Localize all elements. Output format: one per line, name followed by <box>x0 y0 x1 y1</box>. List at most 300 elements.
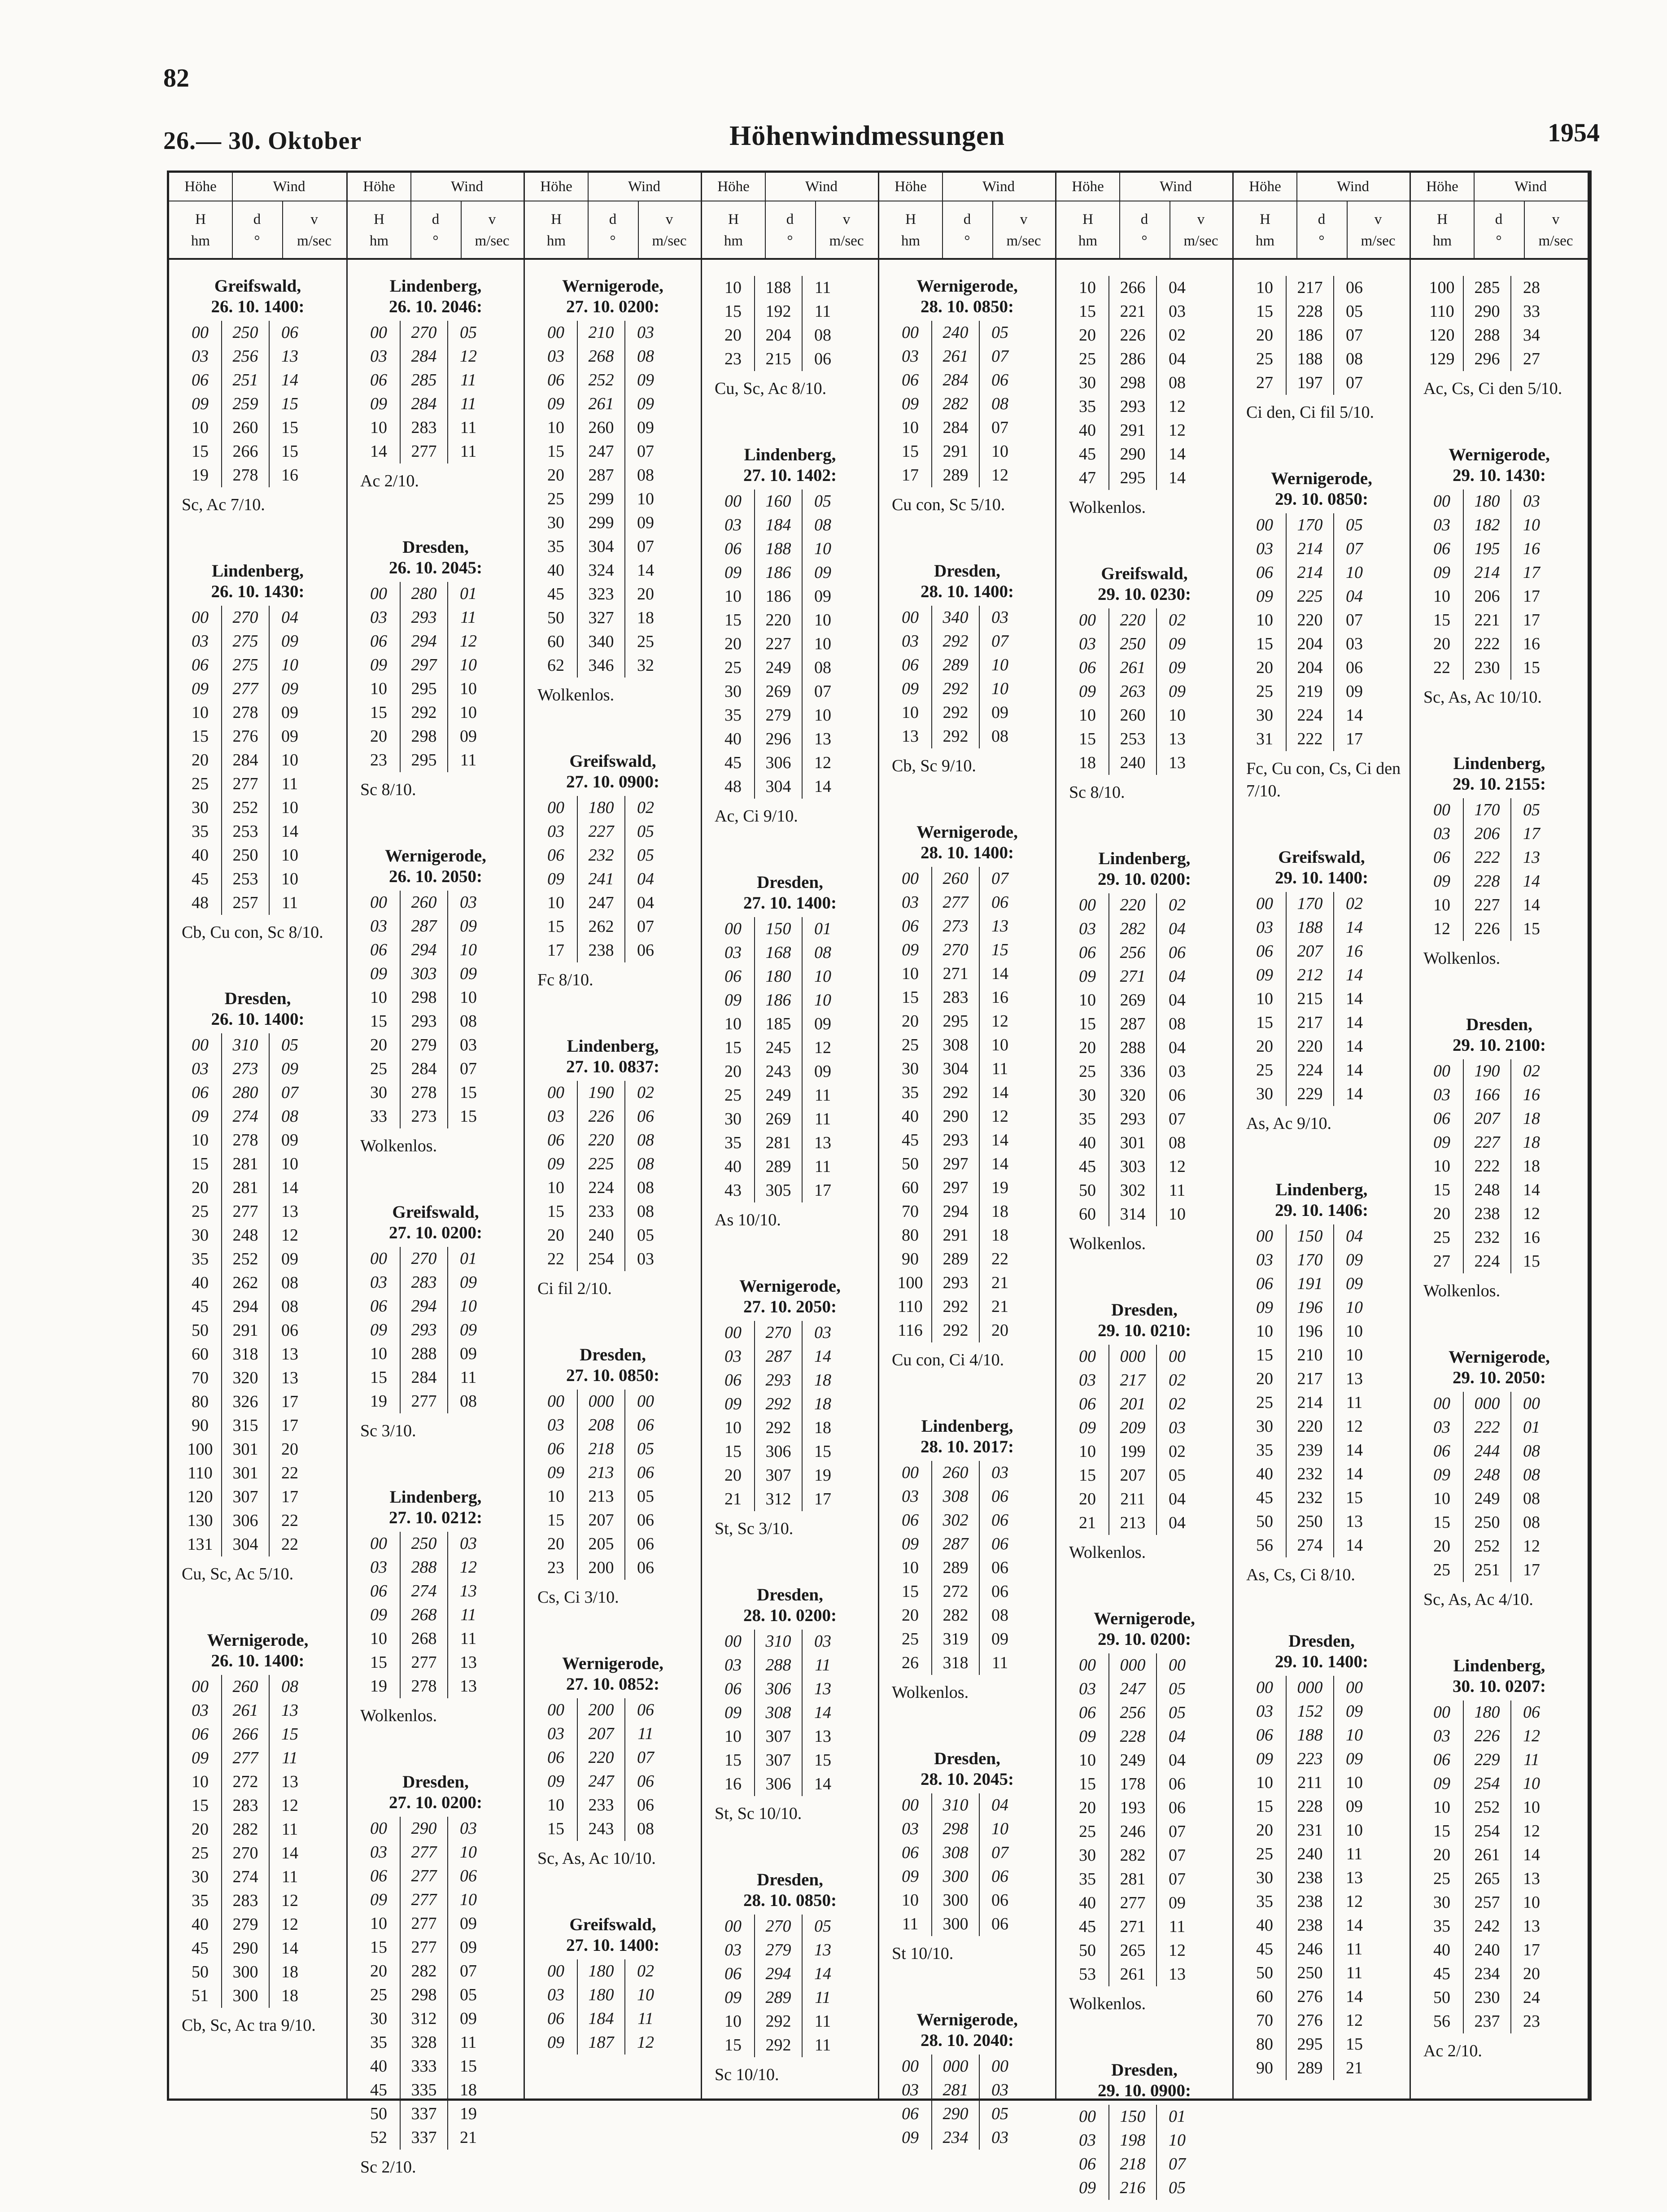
speed-cell: 21 <box>991 1273 1008 1292</box>
speed-cell: 12 <box>1346 1892 1363 1911</box>
height-cell: 20 <box>1256 1037 1273 1056</box>
station-name: Greifswald, <box>1101 564 1188 583</box>
direction-cell: 306 <box>754 1677 803 1701</box>
table-row <box>1234 1296 1410 1320</box>
height-cell: 45 <box>1433 1964 1450 1983</box>
height-cell: 03 <box>1256 1702 1273 1721</box>
table-row <box>348 321 524 345</box>
table-row <box>169 1081 346 1105</box>
table-row <box>879 1817 1055 1841</box>
height-cell: 03 <box>902 347 919 366</box>
direction-cell: 250 <box>1463 1511 1511 1534</box>
direction-cell: 293 <box>1108 395 1157 419</box>
direction-cell: 320 <box>221 1366 270 1390</box>
table-row <box>525 1081 701 1105</box>
speed-cell: 04 <box>1169 350 1186 368</box>
table-row <box>348 1579 524 1603</box>
table-row <box>879 2102 1055 2126</box>
height-cell: 00 <box>547 1392 564 1411</box>
table-row <box>879 867 1055 891</box>
height-cell: 15 <box>1256 302 1273 321</box>
direction-cell: 287 <box>1108 1012 1157 1036</box>
direction-cell: 266 <box>221 440 270 463</box>
speed-cell: 09 <box>460 1344 477 1363</box>
table-row <box>1056 1653 1232 1677</box>
height-cell: 06 <box>547 1131 564 1150</box>
table-row <box>702 775 878 799</box>
speed-cell: 12 <box>281 1796 298 1815</box>
header-wind: Wind <box>588 173 701 201</box>
table-row <box>1411 1416 1588 1439</box>
height-cell: 10 <box>902 964 919 983</box>
table-row <box>702 727 878 751</box>
direction-cell: 150 <box>1286 1224 1334 1248</box>
direction-cell: 323 <box>577 582 625 606</box>
speed-cell: 07 <box>1346 611 1363 630</box>
speed-cell: 14 <box>814 1703 831 1722</box>
header-height-unit <box>169 201 233 258</box>
direction-cell: 278 <box>221 463 270 487</box>
speed-cell: 12 <box>1169 397 1186 416</box>
station-block <box>1234 847 1410 1135</box>
speed-cell: 11 <box>281 774 298 793</box>
table-row <box>348 1912 524 1936</box>
cloud-note: St, Sc 3/10. <box>715 1519 794 1538</box>
height-cell: 06 <box>1433 1750 1450 1769</box>
speed-cell: 04 <box>637 870 654 888</box>
speed-cell: 20 <box>281 1440 298 1459</box>
speed-cell: 06 <box>637 1701 654 1719</box>
direction-cell: 298 <box>400 725 448 748</box>
height-cell: 06 <box>1079 1395 1096 1413</box>
speed-cell: 09 <box>637 513 654 532</box>
speed-cell: 04 <box>1169 1038 1186 1057</box>
direction-cell: 314 <box>1108 1202 1157 1226</box>
table-row <box>1056 1487 1232 1511</box>
direction-cell: 320 <box>1108 1084 1157 1107</box>
header-hm: hm <box>369 233 389 249</box>
table-row <box>879 1912 1055 1936</box>
height-cell: 00 <box>902 1796 919 1814</box>
speed-cell: 09 <box>814 587 831 606</box>
data-rows <box>1234 276 1410 395</box>
cloud-note: Cb, Cu con, Sc 8/10. <box>182 923 323 942</box>
header-wind: Wind <box>1474 173 1588 201</box>
speed-cell: 17 <box>814 1181 831 1200</box>
height-cell: 03 <box>547 347 564 366</box>
table-row <box>1234 1937 1410 1961</box>
table-row <box>348 1318 524 1342</box>
table-row <box>525 1176 701 1200</box>
speed-cell: 11 <box>814 2036 831 2055</box>
direction-cell: 295 <box>1286 2033 1334 2056</box>
table-row <box>169 1913 346 1937</box>
header-deg: ° <box>1318 233 1325 249</box>
table-row <box>169 368 346 392</box>
height-cell: 03 <box>1256 539 1273 558</box>
speed-cell: 09 <box>1169 682 1186 701</box>
station-date: 27. 10. 0200: <box>389 1223 482 1242</box>
direction-cell: 277 <box>221 677 270 701</box>
header-ms: m/sec <box>1006 233 1041 249</box>
header-v: v <box>488 211 496 227</box>
station-heading <box>702 445 878 486</box>
height-cell: 15 <box>1079 730 1096 748</box>
table-row <box>348 701 524 725</box>
direction-cell: 252 <box>1463 1796 1511 1819</box>
station-name: Dresden, <box>1111 1300 1178 1320</box>
height-cell: 00 <box>902 323 919 342</box>
speed-cell: 00 <box>1346 1678 1363 1697</box>
table-row <box>1411 1131 1588 1154</box>
direction-cell: 265 <box>1463 1867 1511 1891</box>
station-block <box>879 822 1055 1371</box>
direction-cell: 282 <box>400 1959 448 1983</box>
station-block <box>1234 468 1410 802</box>
station-heading <box>525 1915 701 1956</box>
direction-cell: 289 <box>754 1155 803 1179</box>
speed-cell: 05 <box>991 323 1008 342</box>
direction-cell: 295 <box>931 1010 980 1033</box>
direction-cell: 224 <box>1286 704 1334 727</box>
direction-cell: 227 <box>1463 893 1511 917</box>
speed-cell: 04 <box>637 893 654 912</box>
speed-cell: 20 <box>1523 1964 1540 1983</box>
cloud-note: Wolkenlos. <box>1423 1281 1501 1300</box>
direction-cell: 201 <box>1108 1392 1157 1416</box>
direction-cell: 283 <box>221 1889 270 1913</box>
height-cell: 60 <box>547 632 564 651</box>
table-row <box>1056 466 1232 490</box>
table-row <box>1234 1011 1410 1035</box>
direction-cell: 279 <box>221 1913 270 1937</box>
speed-cell: 10 <box>637 1985 654 2004</box>
height-cell: 20 <box>1256 1369 1273 1388</box>
height-cell: 23 <box>370 751 387 769</box>
header-height-unit <box>525 201 589 258</box>
direction-cell: 261 <box>1108 1963 1157 1986</box>
speed-cell: 08 <box>814 943 831 962</box>
direction-cell: 250 <box>221 321 270 345</box>
table-row <box>525 1556 701 1580</box>
direction-cell: 215 <box>754 347 803 371</box>
station-name: Dresden, <box>580 1345 646 1364</box>
speed-cell: 14 <box>814 777 831 796</box>
direction-cell: 293 <box>931 1128 980 1152</box>
table-row <box>1411 585 1588 608</box>
direction-cell: 298 <box>1108 371 1157 395</box>
direction-cell: 279 <box>754 704 803 727</box>
height-cell: 03 <box>902 893 919 912</box>
height-cell: 35 <box>192 822 209 841</box>
speed-cell: 09 <box>1169 1893 1186 1912</box>
height-cell: 00 <box>370 1819 387 1838</box>
direction-cell: 244 <box>1463 1439 1511 1463</box>
column-header <box>1411 173 1588 260</box>
page-number: 82 <box>163 63 189 92</box>
table-row <box>879 986 1055 1010</box>
station-name: Wernigerode, <box>562 1654 663 1673</box>
direction-cell: 290 <box>931 2102 980 2126</box>
height-cell: 45 <box>1079 1917 1096 1936</box>
speed-cell: 06 <box>991 371 1008 389</box>
direction-cell: 274 <box>400 1579 448 1603</box>
table-row <box>1411 513 1588 537</box>
direction-cell: 249 <box>754 1084 803 1107</box>
cloud-note: Fc, Cu con, Cs, Ci den 7/10. <box>1246 759 1401 800</box>
height-cell: 25 <box>1079 1062 1096 1081</box>
height-cell: 09 <box>902 1867 919 1886</box>
direction-cell: 254 <box>1463 1772 1511 1796</box>
station-date: 27. 10. 1400: <box>566 1936 659 1955</box>
cloud-note: As, Cs, Ci 8/10. <box>1246 1565 1355 1584</box>
direction-cell: 291 <box>931 1224 980 1247</box>
direction-cell: 207 <box>577 1722 625 1746</box>
speed-cell: 19 <box>814 1466 831 1485</box>
direction-cell: 207 <box>577 1508 625 1532</box>
header-deg: ° <box>1496 233 1502 249</box>
table-row <box>702 1653 878 1677</box>
height-cell: 09 <box>1256 587 1273 606</box>
direction-cell: 251 <box>1463 1558 1511 1582</box>
speed-cell: 18 <box>1523 1133 1540 1152</box>
height-cell: 48 <box>724 777 742 796</box>
header-speed <box>992 201 1055 258</box>
table-row <box>348 1603 524 1627</box>
height-cell: 06 <box>1256 942 1273 961</box>
table-row <box>879 392 1055 416</box>
direction-cell: 287 <box>931 1532 980 1556</box>
direction-cell: 292 <box>754 2010 803 2033</box>
height-cell: 27 <box>1256 373 1273 392</box>
height-cell: 09 <box>547 394 564 413</box>
table-row <box>169 1366 346 1390</box>
height-cell: 15 <box>724 611 742 630</box>
table-row <box>702 1368 878 1392</box>
station-date: 28. 10. 1400: <box>921 582 1014 601</box>
height-cell: 15 <box>370 1653 387 1672</box>
direction-cell: 256 <box>1108 1701 1157 1725</box>
speed-cell: 08 <box>281 1297 298 1316</box>
table-row <box>1234 1914 1410 1937</box>
direction-cell: 226 <box>1463 1724 1511 1748</box>
table-row <box>702 1321 878 1345</box>
header-hm: hm <box>546 233 566 249</box>
speed-cell: 15 <box>281 394 298 413</box>
direction-cell: 290 <box>221 1937 270 1960</box>
table-row <box>169 1057 346 1081</box>
table-row <box>169 701 346 725</box>
table-row <box>1056 276 1232 300</box>
cloud-note: Wolkenlos. <box>1423 949 1501 968</box>
height-cell: 06 <box>192 371 209 389</box>
table-row <box>1234 1985 1410 2009</box>
speed-cell: 14 <box>814 1347 831 1366</box>
speed-cell: 09 <box>1169 658 1186 677</box>
speed-cell: 16 <box>1523 634 1540 653</box>
speed-cell: 08 <box>1346 350 1363 368</box>
table-row <box>879 1651 1055 1675</box>
block-gap <box>1056 804 1232 848</box>
speed-cell: 11 <box>460 2033 477 2052</box>
table-row <box>348 725 524 748</box>
header-ms: m/sec <box>652 233 687 249</box>
height-cell: 03 <box>724 943 742 962</box>
height-cell: 03 <box>724 1941 742 1959</box>
station-block <box>702 872 878 1231</box>
table-row <box>525 1746 701 1770</box>
station-heading <box>702 1276 878 1317</box>
direction-cell: 224 <box>577 1176 625 1200</box>
speed-cell: 11 <box>460 394 476 413</box>
height-cell: 45 <box>547 585 564 603</box>
speed-cell: 23 <box>1523 2012 1540 2031</box>
height-cell: 30 <box>1256 706 1273 725</box>
table-row <box>1056 1060 1232 1084</box>
table-row <box>1056 2152 1232 2176</box>
height-cell: 35 <box>547 537 564 556</box>
header-d: d <box>253 211 261 227</box>
direction-cell: 290 <box>400 1817 448 1840</box>
station-date: 27. 10. 0852: <box>566 1674 659 1694</box>
height-cell: 110 <box>1429 302 1454 321</box>
height-cell: 03 <box>370 1273 387 1292</box>
speed-cell: 09 <box>460 1938 477 1957</box>
height-cell: 27 <box>1433 1252 1450 1271</box>
speed-cell: 08 <box>637 1819 654 1838</box>
height-cell: 15 <box>192 1796 209 1815</box>
height-cell: 10 <box>192 418 209 437</box>
column-body <box>169 258 346 2098</box>
speed-cell: 08 <box>637 1131 654 1150</box>
speed-cell: 01 <box>460 1249 477 1268</box>
height-cell: 06 <box>547 371 564 389</box>
speed-cell: 06 <box>281 1321 298 1340</box>
speed-cell: 16 <box>281 466 298 485</box>
height-cell: 09 <box>902 394 919 413</box>
station-block <box>1234 276 1410 424</box>
table-row <box>702 1938 878 1962</box>
height-cell: 120 <box>1429 326 1455 345</box>
table-row <box>702 300 878 323</box>
direction-cell: 294 <box>754 1962 803 1986</box>
table-row <box>525 1770 701 1793</box>
station-block <box>702 1870 878 2086</box>
height-cell: 00 <box>547 1083 564 1102</box>
speed-cell: 05 <box>637 1439 654 1458</box>
table-row <box>525 1532 701 1556</box>
direction-cell: 200 <box>577 1556 625 1580</box>
station-name: Lindenberg, <box>212 561 304 581</box>
cloud-note: Sc 10/10. <box>715 2065 779 2084</box>
speed-cell: 07 <box>991 1843 1008 1862</box>
speed-cell: 13 <box>1346 1868 1363 1887</box>
block-gap <box>702 1540 878 1585</box>
table-column <box>169 173 346 2098</box>
direction-cell: 190 <box>577 1081 625 1105</box>
direction-cell: 226 <box>1463 917 1511 941</box>
height-cell: 40 <box>192 1273 209 1292</box>
header-hoehe: Höhe <box>1234 173 1297 201</box>
table-row <box>1056 1464 1232 1487</box>
station-block <box>879 276 1055 516</box>
table-row <box>525 535 701 559</box>
header-deg: ° <box>1141 233 1148 249</box>
table-row <box>879 1200 1055 1224</box>
table-row <box>879 1485 1055 1508</box>
direction-cell: 266 <box>221 1722 270 1746</box>
height-cell: 00 <box>370 1249 387 1268</box>
height-cell: 20 <box>1433 634 1450 653</box>
direction-cell: 204 <box>1286 656 1334 680</box>
block-gap <box>169 1585 346 1630</box>
direction-cell: 185 <box>754 1012 803 1036</box>
direction-cell: 294 <box>400 630 448 653</box>
date-range-header: 26.— 30. Oktober <box>163 127 362 155</box>
table-row <box>1234 1961 1410 1985</box>
direction-cell: 220 <box>1286 1035 1334 1058</box>
table-row <box>1411 1154 1588 1178</box>
direction-cell: 152 <box>1286 1700 1334 1723</box>
speed-cell: 12 <box>1346 1417 1363 1436</box>
station-heading <box>1411 753 1588 795</box>
speed-cell: 25 <box>637 632 654 651</box>
speed-cell: 06 <box>637 1463 654 1482</box>
height-cell: 10 <box>370 988 387 1007</box>
height-cell: 00 <box>902 869 919 888</box>
station-date: 26. 10. 2045: <box>389 558 482 577</box>
direction-cell: 312 <box>400 2007 448 2031</box>
height-cell: 10 <box>1079 278 1096 297</box>
height-cell: 00 <box>370 1534 387 1553</box>
height-cell: 13 <box>902 727 919 746</box>
table-row <box>169 440 346 463</box>
speed-cell: 08 <box>991 394 1008 413</box>
direction-cell: 337 <box>400 2126 448 2150</box>
direction-cell: 288 <box>1463 323 1511 347</box>
table-row <box>525 1485 701 1508</box>
direction-cell: 277 <box>400 440 448 463</box>
speed-cell: 13 <box>814 1727 831 1746</box>
direction-cell: 295 <box>400 677 448 701</box>
table-row <box>525 1390 701 1413</box>
direction-cell: 289 <box>754 1986 803 2010</box>
direction-cell: 196 <box>1286 1320 1334 1343</box>
station-date: 29. 10. 2155: <box>1453 774 1546 794</box>
table-row <box>1056 1202 1232 1226</box>
height-cell: 20 <box>1079 1038 1096 1057</box>
table-row <box>1234 1486 1410 1510</box>
station-name: Greifswald, <box>214 276 301 296</box>
direction-cell: 218 <box>1108 2152 1157 2176</box>
station-date: 29. 10. 1430: <box>1453 466 1546 485</box>
station-date: 26. 10. 2050: <box>389 867 482 886</box>
header-v: v <box>1552 211 1560 227</box>
direction-cell: 186 <box>754 561 803 585</box>
height-cell: 30 <box>192 1867 209 1886</box>
speed-cell: 14 <box>1346 706 1363 725</box>
direction-cell: 232 <box>1286 1486 1334 1510</box>
height-cell: 30 <box>370 1083 387 1102</box>
table-row <box>169 1722 346 1746</box>
speed-cell: 06 <box>637 1107 654 1126</box>
height-cell: 40 <box>1256 1916 1273 1935</box>
speed-cell: 14 <box>1346 1916 1363 1935</box>
table-row <box>1411 822 1588 846</box>
direction-cell: 254 <box>1463 1819 1511 1843</box>
direction-cell: 224 <box>1286 1058 1334 1082</box>
direction-cell: 191 <box>1286 1272 1334 1296</box>
